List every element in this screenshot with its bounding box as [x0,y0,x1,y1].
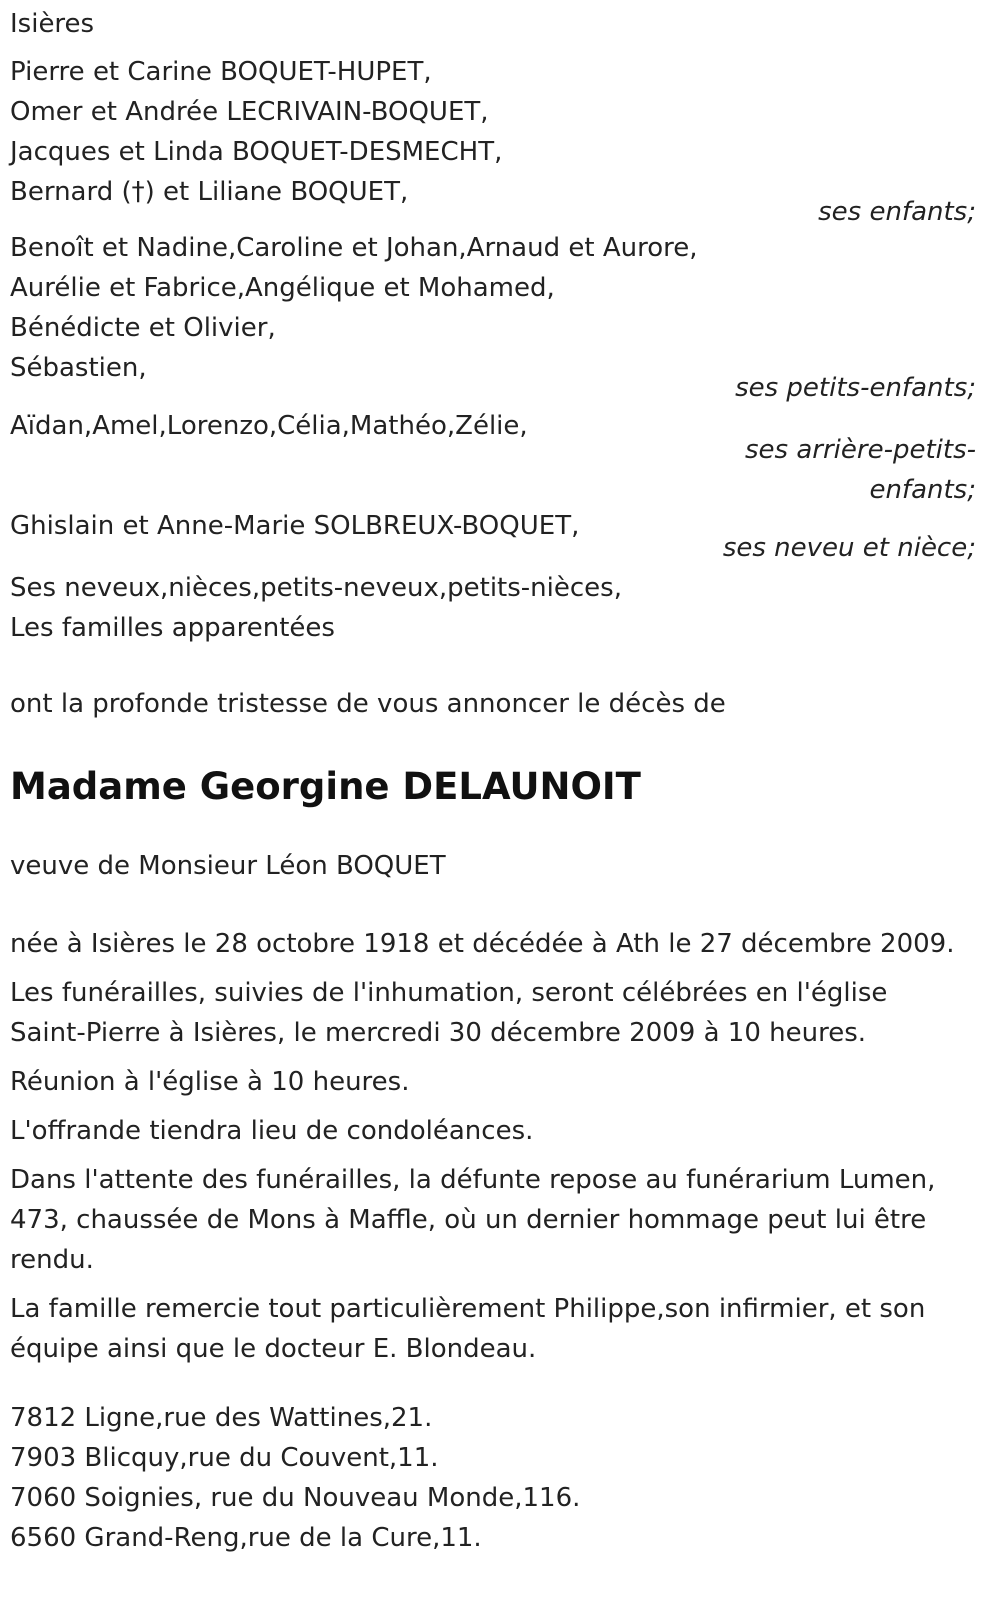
address-line: 6560 Grand-Reng,rue de la Cure,11. [10,1523,482,1553]
children-line: Jacques et Linda BOQUET-DESMECHT, [10,137,503,167]
detail-thanks: La famille remercie tout particulièrement Philippe,son infirmier, et son équipe ainsi que le docteur E. Blondeau. [10,1294,926,1364]
address-line: 7812 Ligne,rue des Wattines,21. [10,1403,433,1433]
details-block [10,924,960,1369]
address-line: 7060 Soignies, rue du Nouveau Monde,116. [10,1483,581,1513]
detail-meeting: Réunion à l'église à 10 heures. [10,1067,410,1097]
relatives-line: Les familles apparentées [10,613,335,643]
children-block [10,52,990,227]
detail-birth-death: née à Isières le 28 octobre 1918 et décédée à Ath le 27 décembre 2009. [10,929,955,959]
children-role: ses enfants; [818,197,976,227]
nephew-role: ses neveu et nièce; [722,533,976,563]
relatives-block [10,568,990,648]
grandchildren-line: Benoît et Nadine,Caroline et Johan,Arnaud et Aurore, [10,233,698,263]
nephew-line: Ghislain et Anne-Marie SOLBREUX-BOQUET, [10,511,580,541]
widow-of: veuve de Monsieur Léon BOQUET [10,851,446,881]
children-line: Pierre et Carine BOQUET-HUPET, [10,57,432,87]
children-line: Omer et Andrée LECRIVAIN-BOQUET, [10,97,489,127]
great-grandchildren-block [10,406,990,505]
grandchildren-line: Sébastien, [10,353,147,383]
grandchildren-block [10,228,990,403]
great-grandchildren-role: ses arrière-petits-enfants; [745,435,976,505]
place: Isières [10,9,95,39]
children-line: Bernard (†) et Liliane BOQUET, [10,177,409,207]
grandchildren-line: Aurélie et Fabrice,Angélique et Mohamed, [10,273,555,303]
grandchildren-role: ses petits-enfants; [735,373,976,403]
deceased-name: Madame Georgine DELAUNOIT [10,765,641,808]
detail-funeral: Les funérailles, suivies de l'inhumation, seront célébrées en l'église Saint-Pierre à Isières, le mercredi 30 décembre 2009 à 10 heures. [10,978,888,1048]
great-grandchildren-line: Aïdan,Amel,Lorenzo,Célia,Mathéo,Zélie, [10,411,528,441]
detail-funerarium: Dans l'attente des funérailles, la défunte repose au funérarium Lumen, 473, chaussée de Mons à Maffle, où un dernier hommage peut lui être rendu. [10,1165,936,1275]
relatives-line: Ses neveux,nièces,petits-neveux,petits-nièces, [10,573,622,603]
announcement: ont la profonde tristesse de vous annoncer le décès de [10,689,726,719]
address-line: 7903 Blicquy,rue du Couvent,11. [10,1443,439,1473]
grandchildren-line: Bénédicte et Olivier, [10,313,276,343]
addresses-block [10,1398,990,1558]
nephew-block [10,506,990,563]
detail-offering: L'offrande tiendra lieu de condoléances. [10,1116,534,1146]
